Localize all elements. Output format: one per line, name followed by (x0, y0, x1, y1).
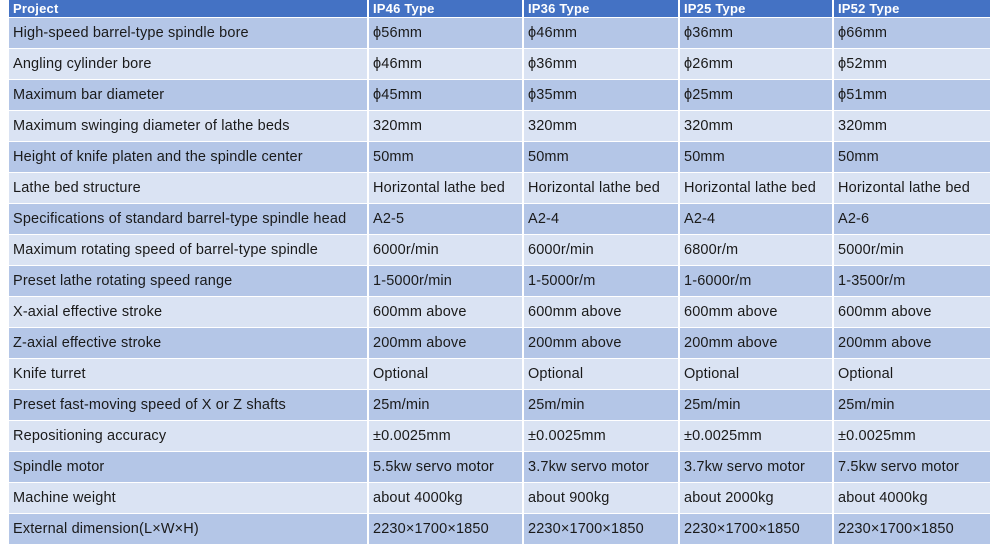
table-row (9, 172, 990, 203)
table-row (9, 48, 990, 79)
table-row (9, 296, 990, 327)
project-cell: Maximum swinging diameter of lathe beds (9, 110, 369, 141)
ip52-cell: 200mm above (834, 327, 990, 358)
ip36-cell: 25m/min (524, 389, 680, 420)
ip36-cell: ±0.0025mm (524, 420, 680, 451)
ip25-cell: 3.7kw servo motor (680, 451, 834, 482)
project-cell: High-speed barrel-type spindle bore (9, 17, 369, 48)
project-cell: Machine weight (9, 482, 369, 513)
project-cell: Maximum bar diameter (9, 79, 369, 110)
ip25-cell: 200mm above (680, 327, 834, 358)
ip52-cell: 50mm (834, 141, 990, 172)
project-cell: Preset fast-moving speed of X or Z shafts (9, 389, 369, 420)
ip46-cell: 25m/min (369, 389, 524, 420)
table-row (9, 110, 990, 141)
ip52-cell: 7.5kw servo motor (834, 451, 990, 482)
project-cell: Maximum rotating speed of barrel-type spindle (9, 234, 369, 265)
table-row (9, 451, 990, 482)
header-ip46: IP46 Type (369, 0, 524, 17)
ip52-cell: Horizontal lathe bed (834, 172, 990, 203)
project-cell: X-axial effective stroke (9, 296, 369, 327)
header-project: Project (9, 0, 369, 17)
ip25-cell: 2230×1700×1850 (680, 513, 834, 544)
ip46-cell: 320mm (369, 110, 524, 141)
ip36-cell: about 900kg (524, 482, 680, 513)
ip25-cell: ±0.0025mm (680, 420, 834, 451)
project-cell: Angling cylinder bore (9, 48, 369, 79)
ip46-cell: ±0.0025mm (369, 420, 524, 451)
ip36-cell: 3.7kw servo motor (524, 451, 680, 482)
ip36-cell: 1-5000r/m (524, 265, 680, 296)
table-row (9, 482, 990, 513)
ip52-cell: A2-6 (834, 203, 990, 234)
table-row (9, 327, 990, 358)
ip36-cell: ϕ35mm (524, 79, 680, 110)
ip52-cell: 25m/min (834, 389, 990, 420)
ip25-cell: about 2000kg (680, 482, 834, 513)
ip46-cell: Optional (369, 358, 524, 389)
ip36-cell: 6000r/min (524, 234, 680, 265)
ip25-cell: 25m/min (680, 389, 834, 420)
table-row (9, 358, 990, 389)
project-cell: Lathe bed structure (9, 172, 369, 203)
ip36-cell: ϕ36mm (524, 48, 680, 79)
ip25-cell: Horizontal lathe bed (680, 172, 834, 203)
ip52-cell: 1-3500r/m (834, 265, 990, 296)
ip36-cell: 600mm above (524, 296, 680, 327)
header-ip52: IP52 Type (834, 0, 990, 17)
ip36-cell: 200mm above (524, 327, 680, 358)
ip36-cell: 50mm (524, 141, 680, 172)
ip52-cell: ϕ52mm (834, 48, 990, 79)
ip46-cell: about 4000kg (369, 482, 524, 513)
ip25-cell: 6800r/m (680, 234, 834, 265)
ip52-cell: ϕ51mm (834, 79, 990, 110)
table-row (9, 513, 990, 544)
project-cell: External dimension(L×W×H) (9, 513, 369, 544)
project-cell: Spindle motor (9, 451, 369, 482)
ip25-cell: 600mm above (680, 296, 834, 327)
table-row (9, 265, 990, 296)
table-row (9, 389, 990, 420)
project-cell: Preset lathe rotating speed range (9, 265, 369, 296)
ip52-cell: 320mm (834, 110, 990, 141)
ip25-cell: ϕ36mm (680, 17, 834, 48)
ip36-cell: Optional (524, 358, 680, 389)
ip36-cell: 320mm (524, 110, 680, 141)
ip25-cell: 1-6000r/m (680, 265, 834, 296)
ip52-cell: ±0.0025mm (834, 420, 990, 451)
ip46-cell: ϕ56mm (369, 17, 524, 48)
ip46-cell: Horizontal lathe bed (369, 172, 524, 203)
header-row (9, 0, 990, 17)
table-body (9, 17, 990, 544)
ip46-cell: ϕ45mm (369, 79, 524, 110)
ip46-cell: ϕ46mm (369, 48, 524, 79)
table-row (9, 141, 990, 172)
header-ip36: IP36 Type (524, 0, 680, 17)
project-cell: Z-axial effective stroke (9, 327, 369, 358)
ip25-cell: Optional (680, 358, 834, 389)
ip52-cell: about 4000kg (834, 482, 990, 513)
ip46-cell: 5.5kw servo motor (369, 451, 524, 482)
ip25-cell: ϕ26mm (680, 48, 834, 79)
ip36-cell: ϕ46mm (524, 17, 680, 48)
table-row (9, 234, 990, 265)
ip36-cell: Horizontal lathe bed (524, 172, 680, 203)
table-row (9, 79, 990, 110)
ip25-cell: ϕ25mm (680, 79, 834, 110)
ip46-cell: 2230×1700×1850 (369, 513, 524, 544)
ip36-cell: A2-4 (524, 203, 680, 234)
header-ip25: IP25 Type (680, 0, 834, 17)
table-header (9, 0, 990, 17)
table-row (9, 17, 990, 48)
ip46-cell: 200mm above (369, 327, 524, 358)
ip52-cell: 600mm above (834, 296, 990, 327)
ip36-cell: 2230×1700×1850 (524, 513, 680, 544)
ip46-cell: 1-5000r/min (369, 265, 524, 296)
ip52-cell: 2230×1700×1850 (834, 513, 990, 544)
ip52-cell: Optional (834, 358, 990, 389)
table-row (9, 420, 990, 451)
project-cell: Height of knife platen and the spindle center (9, 141, 369, 172)
project-cell: Repositioning accuracy (9, 420, 369, 451)
spec-table (9, 0, 990, 544)
table-row (9, 203, 990, 234)
ip52-cell: 5000r/min (834, 234, 990, 265)
ip25-cell: 320mm (680, 110, 834, 141)
ip46-cell: 600mm above (369, 296, 524, 327)
ip25-cell: 50mm (680, 141, 834, 172)
ip46-cell: A2-5 (369, 203, 524, 234)
ip52-cell: ϕ66mm (834, 17, 990, 48)
ip25-cell: A2-4 (680, 203, 834, 234)
project-cell: Specifications of standard barrel-type spindle head (9, 203, 369, 234)
ip46-cell: 50mm (369, 141, 524, 172)
project-cell: Knife turret (9, 358, 369, 389)
ip46-cell: 6000r/min (369, 234, 524, 265)
